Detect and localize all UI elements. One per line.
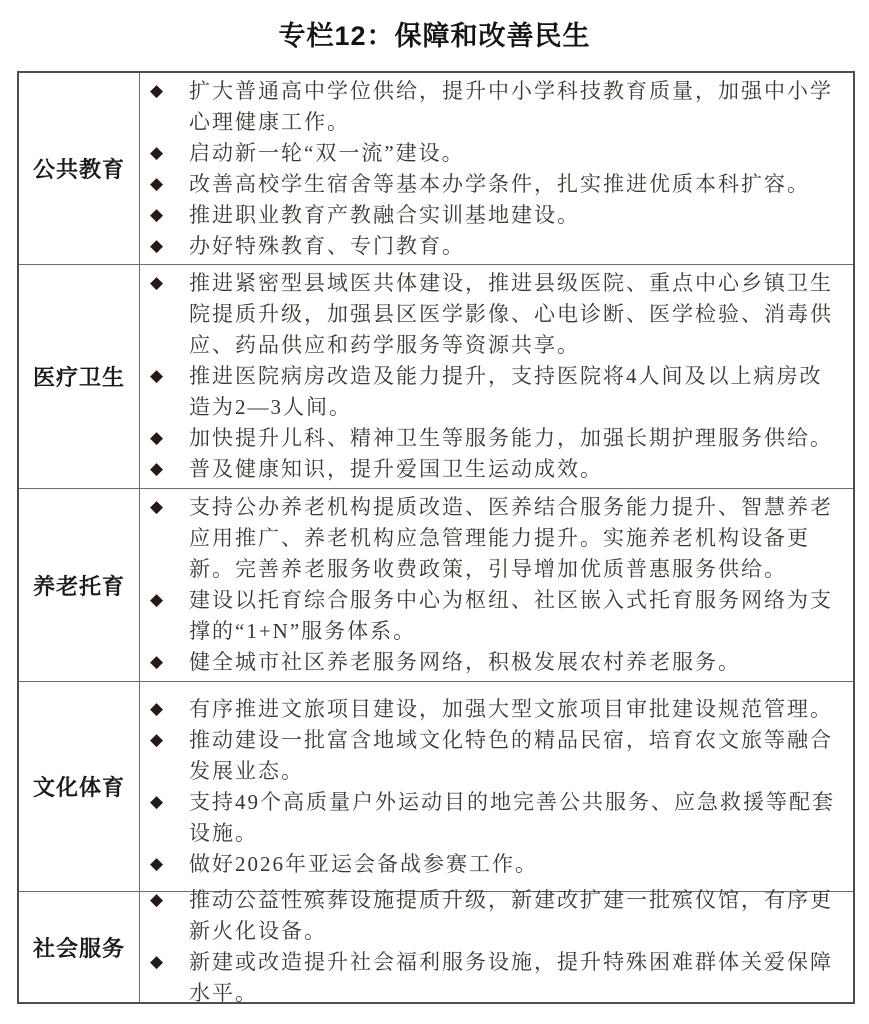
category-cell: 医疗卫生 — [19, 265, 140, 488]
items-cell — [140, 682, 853, 891]
diamond-bullet-icon: ◆ — [150, 952, 164, 972]
list-item — [140, 849, 843, 880]
diamond-bullet-icon: ◆ — [150, 652, 164, 672]
livelihood-table — [17, 71, 855, 1004]
diamond-bullet-icon: ◆ — [150, 791, 164, 812]
list-item-text: 加快提升儿科、精神卫生等服务能力，加强长期护理服务供给。 — [189, 426, 833, 450]
category-cell: 公共教育 — [19, 73, 140, 264]
list-item-text: 建设以托育综合服务中心为枢纽、社区嵌入式托育服务网络为支撑的“1+N”服务体系。 — [189, 588, 833, 643]
list-item — [140, 361, 843, 423]
items-cell — [140, 888, 853, 1005]
diamond-bullet-icon: ◆ — [150, 273, 164, 293]
table-row — [19, 489, 853, 682]
diamond-bullet-icon: ◆ — [150, 173, 164, 194]
list-item-text: 做好2026年亚运会备战参赛工作。 — [189, 851, 538, 876]
list-item — [140, 492, 843, 585]
list-item — [140, 647, 843, 678]
items-cell — [140, 73, 853, 264]
diamond-bullet-icon: ◆ — [150, 366, 164, 386]
list-item-text: 新建或改造提升社会福利服务设施，提升特殊困难群体关爱保障水平。 — [189, 950, 833, 1005]
list-item — [140, 76, 843, 138]
list-item — [140, 423, 843, 454]
table-row — [19, 888, 853, 1005]
list-item-text: 推进医院病房改造及能力提升，支持医院将4人间及以上病房改造为2—3人间。 — [189, 364, 823, 419]
list-item-text: 推进紧密型县域医共体建设，推进县级医院、重点中心乡镇卫生院提质升级，加强县区医学影像、心电诊断、医学检验、消毒供应、药品供应和药学服务等资源共享。 — [189, 271, 833, 357]
list-item — [140, 947, 843, 1009]
diamond-bullet-icon: ◆ — [150, 590, 164, 610]
list-item — [140, 725, 843, 787]
list-item — [140, 200, 843, 231]
list-item — [140, 694, 843, 725]
items-cell — [140, 489, 853, 681]
diamond-bullet-icon: ◆ — [150, 142, 164, 163]
list-item — [140, 169, 843, 200]
list-item-text: 改善高校学生宿舍等基本办学条件，扎实推进优质本科扩容。 — [189, 171, 810, 196]
diamond-bullet-icon: ◆ — [150, 890, 164, 910]
category-cell: 养老托育 — [19, 489, 140, 681]
list-item — [140, 454, 843, 485]
category-cell: 文化体育 — [19, 682, 140, 891]
list-item-text: 支持公办养老机构提质改造、医养结合服务能力提升、智慧养老应用推广、养老机构应急管理能力提升。实施养老机构设备更新。完善养老服务收费政策，引导增加优质普惠服务供给。 — [189, 495, 833, 581]
diamond-bullet-icon: ◆ — [150, 459, 164, 479]
diamond-bullet-icon: ◆ — [150, 428, 164, 448]
list-item-text: 启动新一轮“双一流”建设。 — [189, 140, 465, 165]
diamond-bullet-icon: ◆ — [150, 729, 164, 750]
list-item-text: 有序推进文旅项目建设，加强大型文旅项目审批建设规范管理。 — [189, 696, 833, 721]
list-item-text: 推动公益性殡葬设施提质升级，新建改扩建一批殡仪馆，有序更新火化设备。 — [189, 888, 833, 943]
page-title: 专栏12：保障和改善民生 — [278, 21, 591, 51]
list-item-text: 扩大普通高中学位供给，提升中小学科技教育质量，加强中小学心理健康工作。 — [189, 78, 833, 134]
list-item-text: 健全城市社区养老服务网络，积极发展农村养老服务。 — [189, 650, 741, 674]
list-item-text: 办好特殊教育、专门教育。 — [189, 233, 465, 258]
list-item — [140, 138, 843, 169]
diamond-bullet-icon: ◆ — [150, 853, 164, 874]
diamond-bullet-icon: ◆ — [150, 204, 164, 225]
diamond-bullet-icon: ◆ — [150, 235, 164, 256]
table-row — [19, 682, 853, 892]
list-item — [140, 787, 843, 849]
category-cell: 社会服务 — [19, 892, 140, 1002]
list-item — [140, 585, 843, 647]
diamond-bullet-icon: ◆ — [150, 497, 164, 517]
list-item — [140, 231, 843, 262]
list-item-text: 推动建设一批富含地域文化特色的精品民宿，培育农文旅等融合发展业态。 — [189, 727, 833, 783]
diamond-bullet-icon: ◆ — [150, 80, 164, 101]
list-item — [140, 885, 843, 947]
list-item-text: 支持49个高质量户外运动目的地完善公共服务、应急救援等配套设施。 — [189, 789, 835, 845]
list-item — [140, 268, 843, 361]
table-row — [19, 73, 853, 265]
items-cell — [140, 265, 853, 488]
list-item-text: 推进职业教育产教融合实训基地建设。 — [189, 202, 580, 227]
table-row — [19, 265, 853, 489]
list-item-text: 普及健康知识，提升爱国卫生运动成效。 — [189, 457, 603, 481]
diamond-bullet-icon: ◆ — [150, 698, 164, 719]
